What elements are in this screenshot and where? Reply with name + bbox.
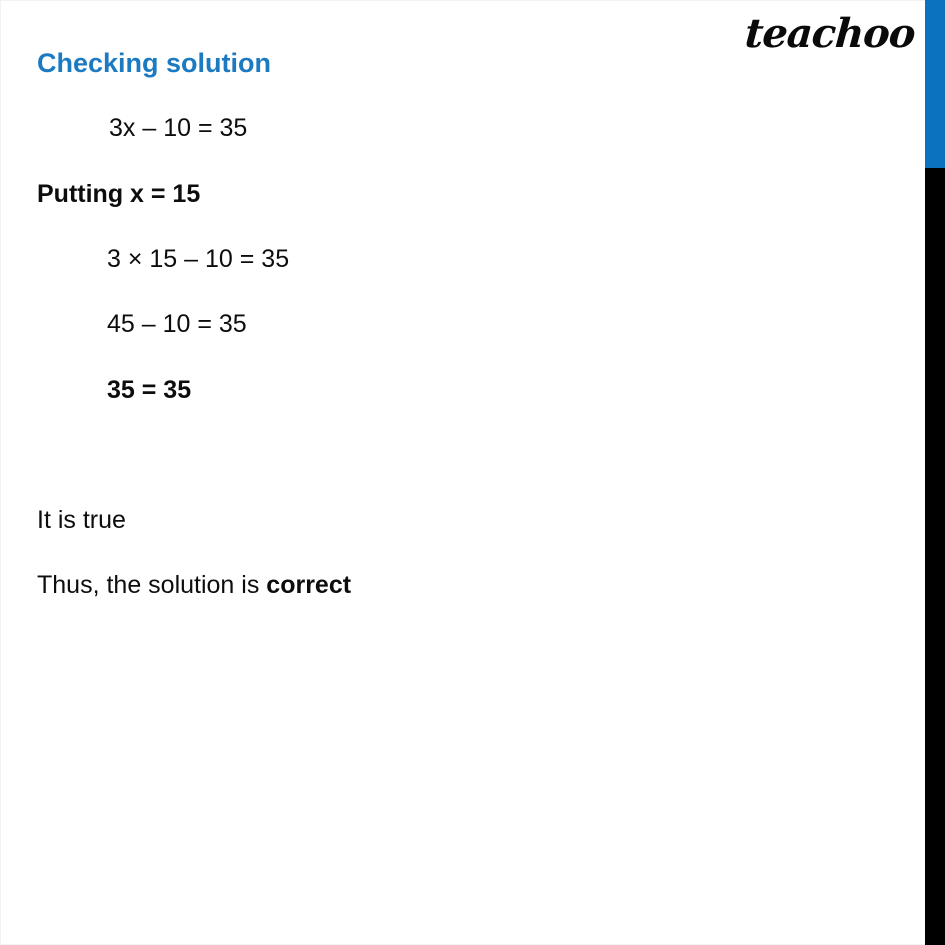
conclusion-statement (37, 571, 351, 600)
teachoo-logo (743, 10, 917, 58)
accent-bar-black (925, 168, 945, 945)
equation-original: 3x – 10 = 35 (109, 114, 248, 142)
substitution-label: Putting x = 15 (37, 180, 201, 208)
equation-substituted: 3 × 15 – 10 = 35 (107, 245, 290, 273)
accent-bar-blue (925, 0, 945, 168)
verification-statement: It is true (37, 506, 126, 534)
conclusion-prefix: Thus, the solution is (37, 571, 267, 599)
conclusion-emphasis: correct (266, 571, 352, 599)
right-edge-bar (925, 0, 945, 945)
equation-simplified: 45 – 10 = 35 (107, 310, 247, 338)
teachoo-logo-text: teachoo (743, 10, 917, 57)
equation-result: 35 = 35 (107, 376, 192, 404)
page-title: Checking solution (37, 48, 272, 78)
